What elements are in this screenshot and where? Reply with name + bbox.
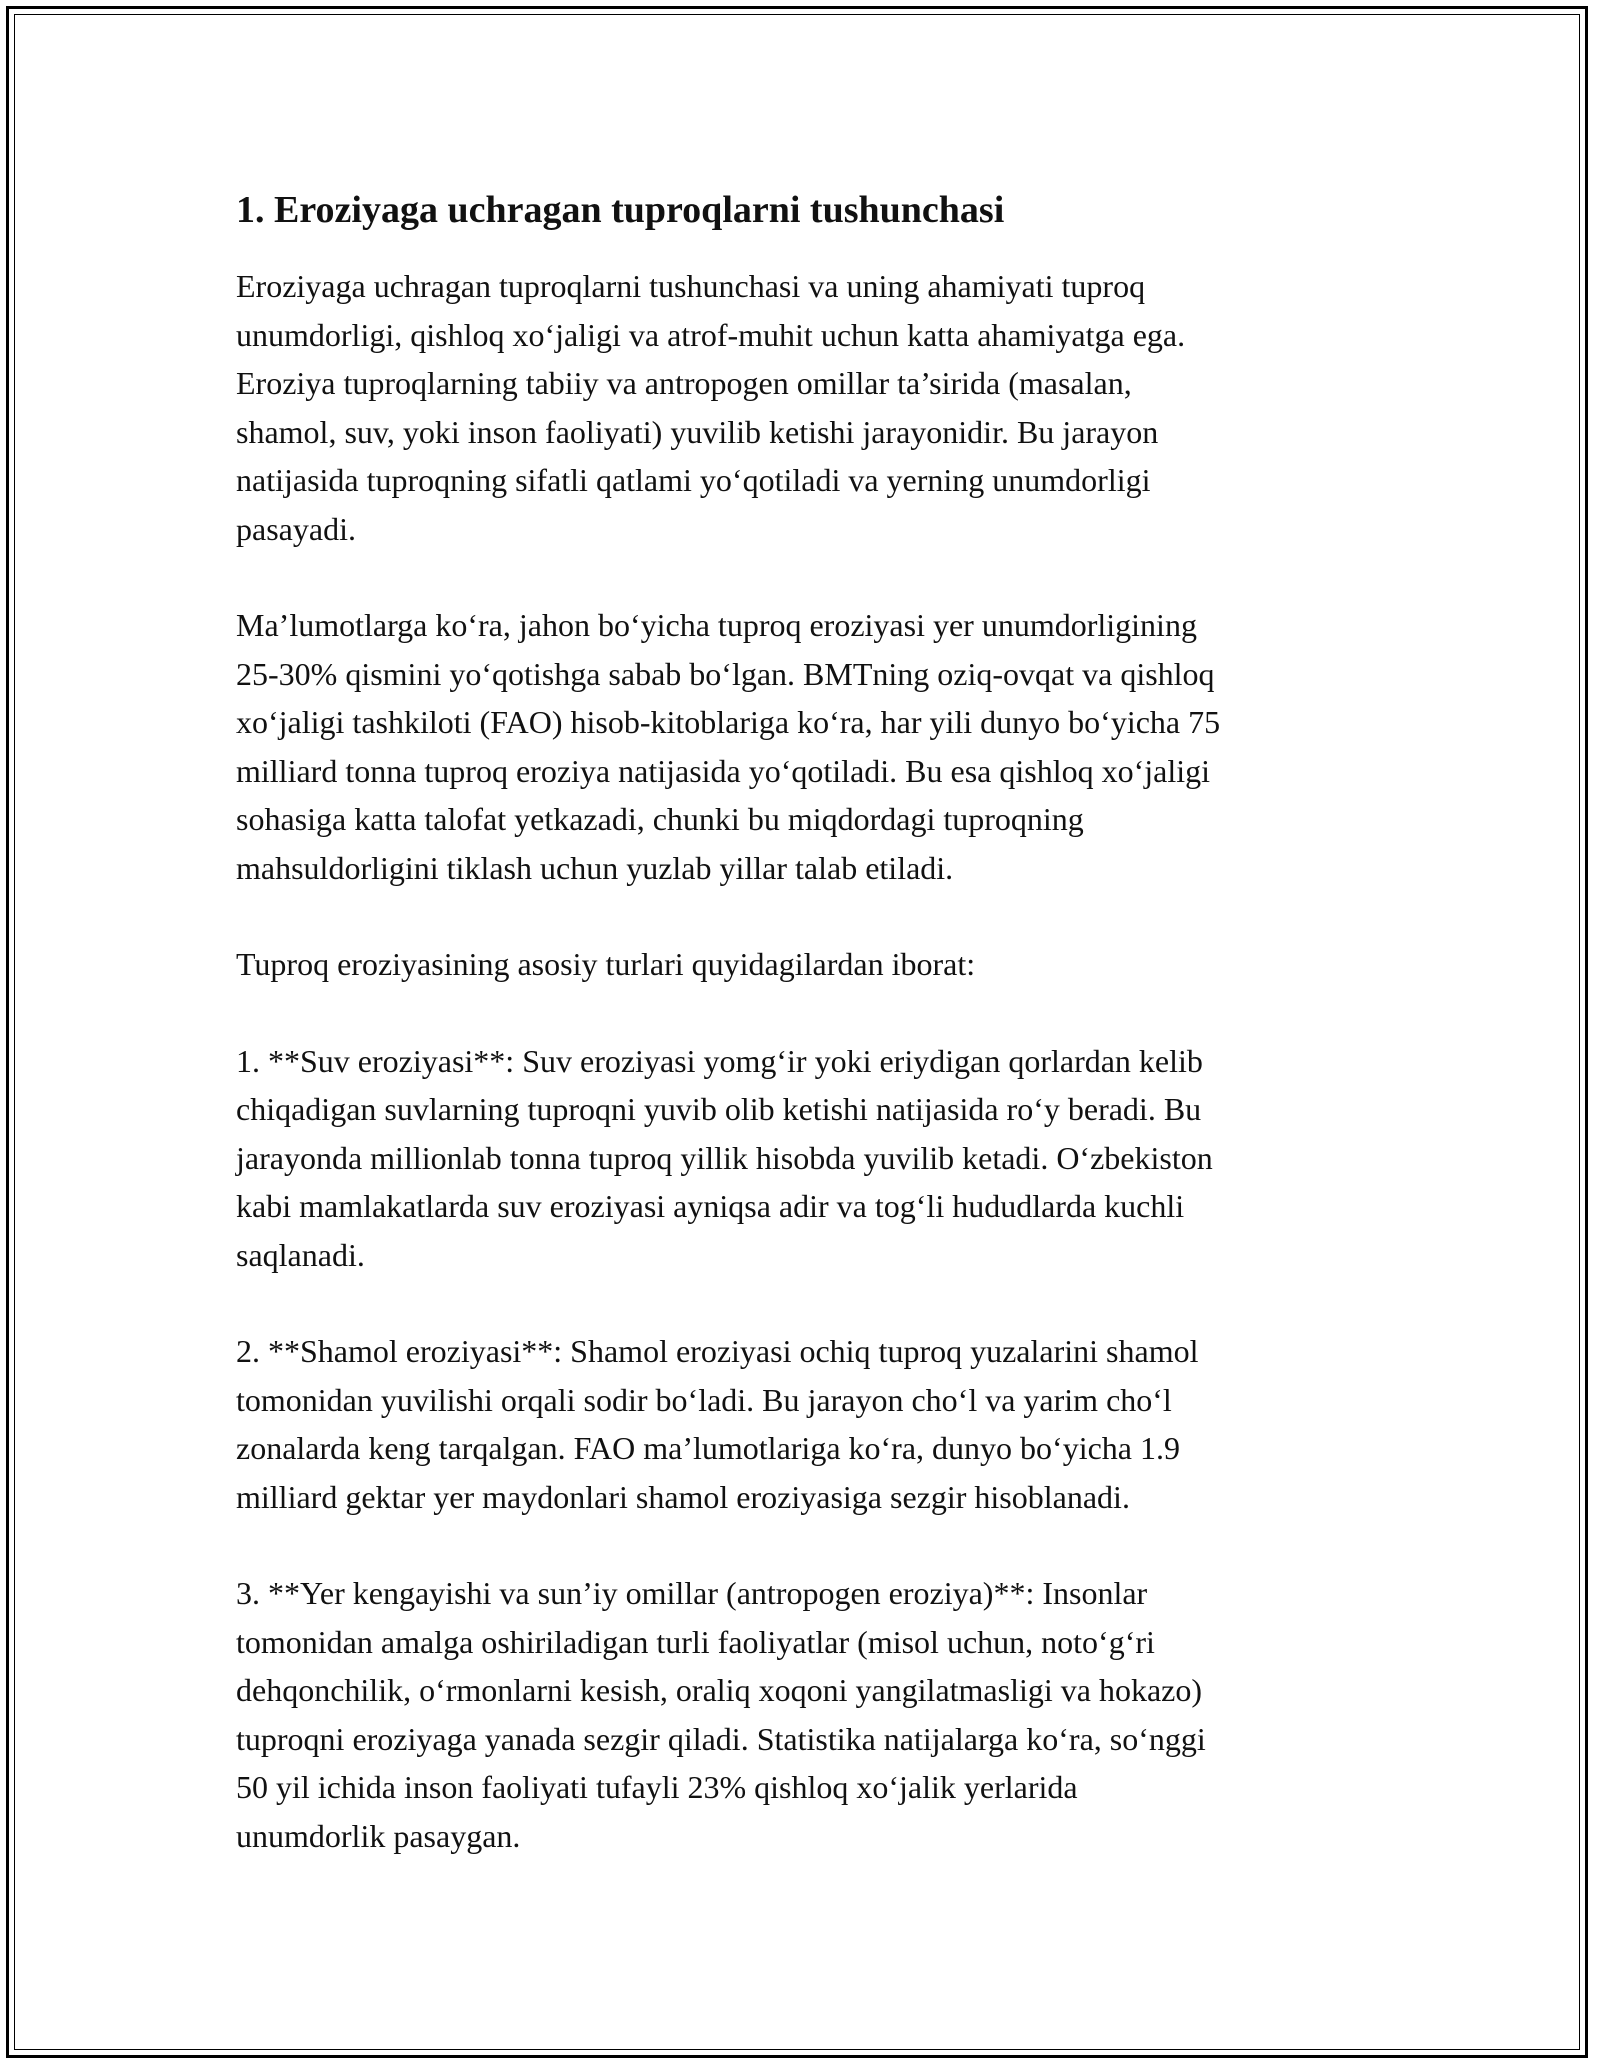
paragraph-line: kabi mamlakatlarda suv eroziyasi ayniqsa adir va tog‘li hududlarda kuchli bbox=[236, 1188, 1185, 1224]
paragraph-2 bbox=[236, 601, 1376, 892]
paragraph-line: 1. **Suv eroziyasi**: Suv eroziyasi yomg‘ir yoki eriydigan qorlardan kelib bbox=[236, 1042, 1203, 1079]
paragraph-line: unumdorlik pasaygan. bbox=[236, 1817, 521, 1854]
paragraph-line: mahsuldorligini tiklash uchun yuzlab yillar talab etiladi. bbox=[236, 849, 954, 886]
paragraph-line: unumdorligi, qishloq xo‘jaligi va atrof-muhit uchun katta ahamiyatga ega. bbox=[236, 316, 1186, 353]
paragraph-line: pasayadi. bbox=[236, 510, 356, 547]
paragraph-line: saqlanadi. bbox=[236, 1236, 365, 1273]
paragraph-line: Tuproq eroziyasining asosiy turlari quyidagilardan iborat: bbox=[236, 946, 976, 982]
paragraph-line: tomonidan amalga oshiriladigan turli faoliyatlar (misol uchun, noto‘g‘ri bbox=[236, 1623, 1155, 1660]
paragraph-line: chiqadigan suvlarning tuproqni yuvib olib ketishi natijasida ro‘y beradi. Bu bbox=[236, 1091, 1202, 1127]
paragraph-line: tomonidan yuvilishi orqali sodir bo‘ladi. Bu jarayon cho‘l va yarim cho‘l bbox=[236, 1381, 1172, 1418]
paragraph-line: Eroziyaga uchragan tuproqlarni tushunchasi va uning ahamiyati tuproq bbox=[236, 268, 1146, 304]
paragraph-line: milliard tonna tuproq eroziya natijasida yo‘qotiladi. Bu esa qishloq xo‘jaligi bbox=[236, 752, 1211, 789]
paragraph-line: natijasida tuproqning sifatli qatlami yo‘qotiladi va yerning unumdorligi bbox=[236, 462, 1151, 498]
paragraph-1 bbox=[236, 262, 1376, 553]
paragraph-line: tuproqni eroziyaga yanada sezgir qiladi. Statistika natijalarga ko‘ra, so‘nggi bbox=[236, 1720, 1206, 1757]
paragraph-line: Ma’lumotlarga ko‘ra, jahon bo‘yicha tuproq eroziyasi yer unumdorligining bbox=[236, 607, 1197, 643]
paragraph-line: dehqonchilik, o‘rmonlarni kesish, oraliq xoqoni yangilatmasligi va hokazo) bbox=[236, 1672, 1203, 1708]
paragraph-4 bbox=[236, 1037, 1376, 1280]
paragraph-6 bbox=[236, 1569, 1376, 1860]
paragraph-line: sohasiga katta talofat yetkazadi, chunki bu miqdordagi tuproqning bbox=[236, 801, 1084, 837]
page-title: 1. Eroziyaga uchragan tuproqlarni tushunchasi bbox=[236, 189, 1005, 231]
paragraph-line: 25-30% qismini yo‘qotishga sabab bo‘lgan. BMTning oziq-ovqat va qishloq bbox=[236, 655, 1215, 692]
paragraph-line: shamol, suv, yoki inson faoliyati) yuvilib ketishi jarayonidir. Bu jarayon bbox=[236, 413, 1159, 450]
document-body bbox=[236, 186, 1376, 1908]
paragraph-line: jarayonda millionlab tonna tuproq yillik hisobda yuvilib ketadi. O‘zbekiston bbox=[236, 1139, 1213, 1176]
paragraph-line: 50 yil ichida inson faoliyati tufayli 23% qishloq xo‘jalik yerlarida bbox=[236, 1769, 1078, 1805]
paragraph-line: Eroziya tuproqlarning tabiiy va antropogen omillar ta’sirida (masalan, bbox=[236, 365, 1132, 401]
paragraph-line: xo‘jaligi tashkiloti (FAO) hisob-kitoblariga ko‘ra, har yili dunyo bo‘yicha 75 bbox=[236, 704, 1221, 740]
paragraph-line: milliard gektar yer maydonlari shamol eroziyasiga sezgir hisoblanadi. bbox=[236, 1478, 1130, 1515]
paragraph-3 bbox=[236, 940, 1376, 989]
paragraph-line: zonalarda keng tarqalgan. FAO ma’lumotlariga ko‘ra, dunyo bo‘yicha 1.9 bbox=[236, 1430, 1180, 1466]
paragraph-line: 2. **Shamol eroziyasi**: Shamol eroziyasi ochiq tuproq yuzalarini shamol bbox=[236, 1333, 1199, 1369]
paragraph-line: 3. **Yer kengayishi va sun’iy omillar (antropogen eroziya)**: Insonlar bbox=[236, 1575, 1148, 1611]
paragraphs-container bbox=[236, 262, 1376, 1860]
paragraph-5 bbox=[236, 1327, 1376, 1521]
